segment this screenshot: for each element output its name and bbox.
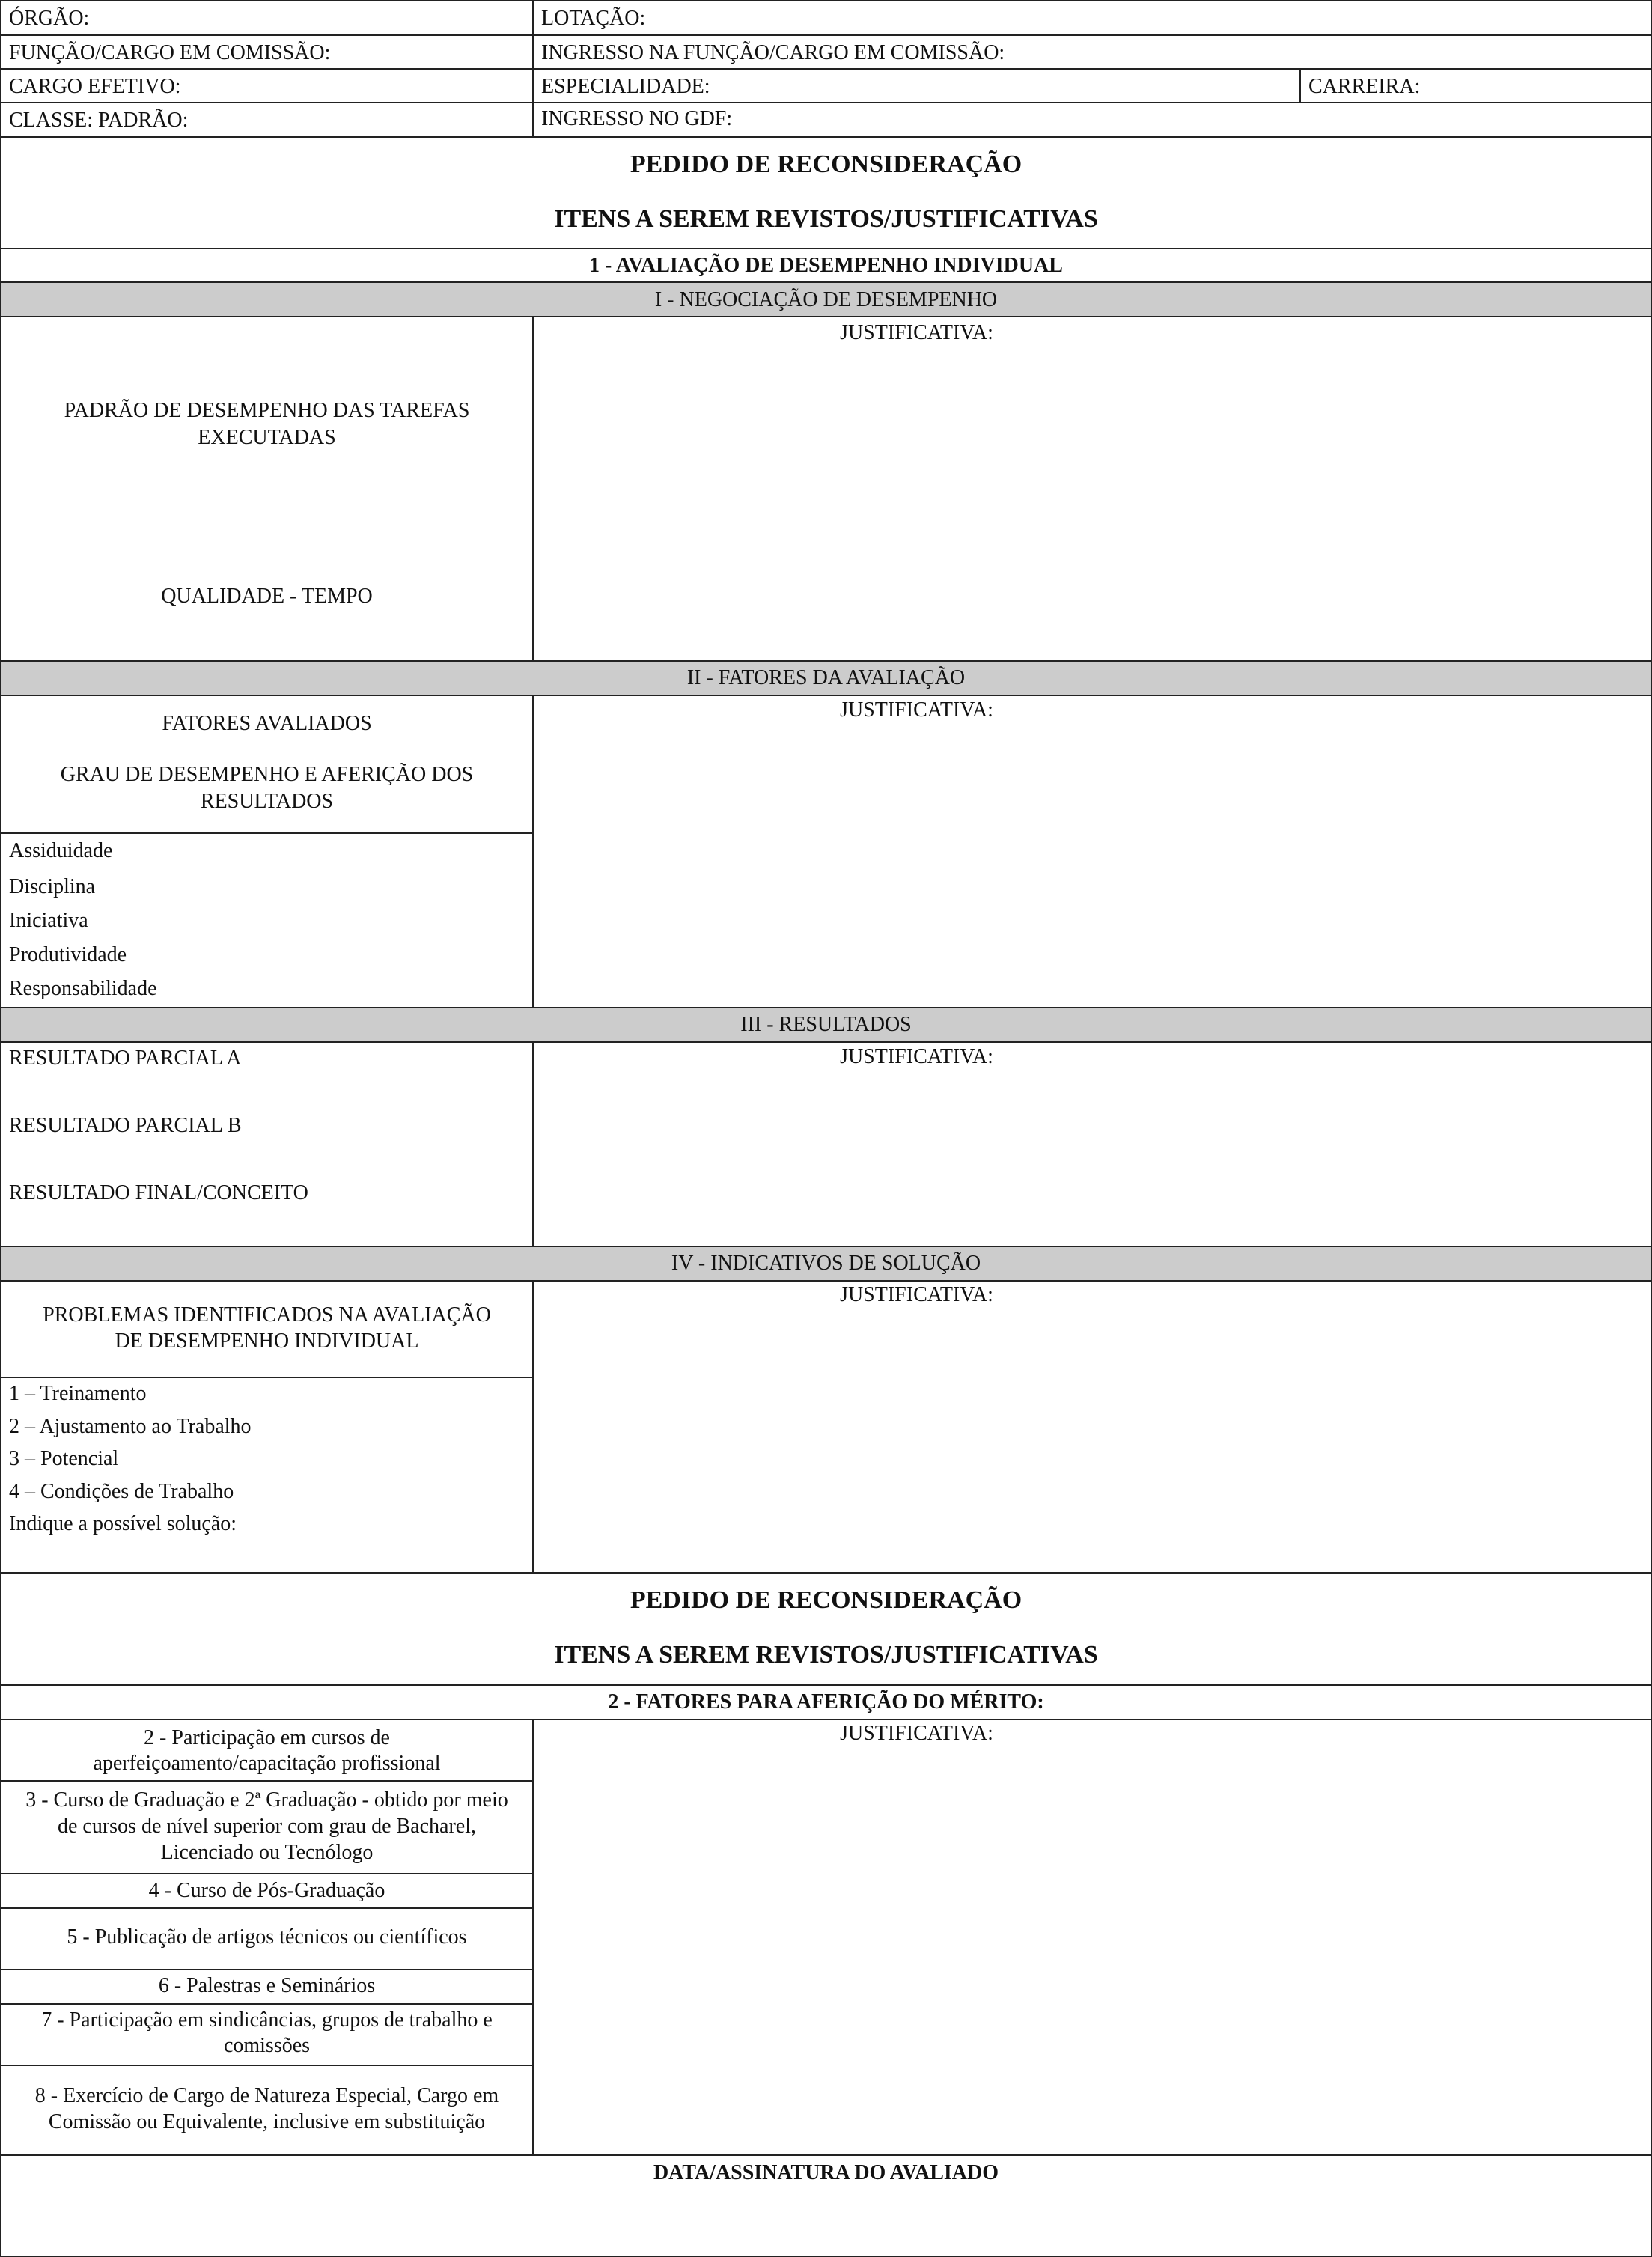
merito-item-4-label: 4 - Curso de Pós-Graduação <box>148 1879 385 1902</box>
padrao-desempenho-label-1: PADRÃO DE DESEMPENHO DAS TAREFAS <box>64 399 470 422</box>
lotacao-label: LOTAÇÃO: <box>541 7 646 30</box>
problemas-label-2: DE DESEMPENHO INDIVIDUAL <box>115 1329 419 1353</box>
title-2: PEDIDO DE RECONSIDERAÇÃO <box>630 1586 1022 1614</box>
fator-item: Produtividade <box>9 943 127 966</box>
merito-item-7-line1: 7 - Participação em sindicâncias, grupos de trabalho e <box>41 2008 493 2032</box>
ingresso-funcao-label: INGRESSO NA FUNÇÃO/CARGO EM COMISSÃO: <box>541 41 1005 64</box>
especialidade-label: ESPECIALIDADE: <box>541 75 710 98</box>
problema-item: 2 – Ajustamento ao Trabalho <box>9 1415 252 1438</box>
fator-item: Responsabilidade <box>9 977 157 1000</box>
merito-item-3-line3: Licenciado ou Tecnólogo <box>160 1841 374 1864</box>
cargo-efetivo-label: CARGO EFETIVO: <box>9 75 181 98</box>
problema-item: 1 – Treinamento <box>9 1382 147 1405</box>
justificativa-label: JUSTIFICATIVA: <box>840 1283 993 1306</box>
problema-item: 3 – Potencial <box>9 1447 119 1470</box>
indicativos-justificativa-field[interactable] <box>532 1280 1652 1574</box>
subtitle-1: ITENS A SEREM REVISTOS/JUSTIFICATIVAS <box>554 205 1098 233</box>
grau-desempenho-label-2: RESULTADOS <box>200 790 334 813</box>
grau-desempenho-label-1: GRAU DE DESEMPENHO E AFERIÇÃO DOS <box>60 763 474 786</box>
problema-item: 4 – Condições de Trabalho <box>9 1480 234 1503</box>
carreira-label: CARREIRA: <box>1308 75 1421 98</box>
resultados-justificativa-field[interactable] <box>532 1041 1652 1247</box>
merito-item-8-line1: 8 - Exercício de Cargo de Natureza Especial, Cargo em <box>34 2084 499 2107</box>
justificativa-label: JUSTIFICATIVA: <box>840 1722 993 1745</box>
justificativa-label: JUSTIFICATIVA: <box>840 321 993 344</box>
merito-item-7-line2: comissões <box>223 2034 311 2057</box>
section-2-title: 2 - FATORES PARA AFERIÇÃO DO MÉRITO: <box>608 1690 1044 1714</box>
merito-justificativa-field[interactable] <box>532 1719 1652 2156</box>
orgao-label: ÓRGÃO: <box>9 7 90 30</box>
ingresso-gdf-label: INGRESSO NO GDF: <box>541 107 733 130</box>
fator-item: Iniciativa <box>9 909 88 932</box>
resultados-left-cell <box>0 1041 534 1247</box>
fatores-avaliados-label: FATORES AVALIADOS <box>162 712 372 735</box>
resultado-item: RESULTADO PARCIAL B <box>9 1114 242 1137</box>
lotacao-cell[interactable] <box>532 0 1652 36</box>
justificativa-label: JUSTIFICATIVA: <box>840 1045 993 1068</box>
merito-item-3-line1: 3 - Curso de Graduação e 2ª Graduação - obtido por meio <box>25 1788 508 1812</box>
negociacao-justificativa-field[interactable] <box>532 316 1652 662</box>
resultado-item: RESULTADO PARCIAL A <box>9 1047 242 1070</box>
merito-item-2-line2: aperfeiçoamento/capacitação profissional <box>93 1752 441 1775</box>
padrao-desempenho-label-2: EXECUTADAS <box>198 426 336 449</box>
funcao-label: FUNÇÃO/CARGO EM COMISSÃO: <box>9 41 331 64</box>
indicativos-title: IV - INDICATIVOS DE SOLUÇÃO <box>671 1252 981 1275</box>
classe-padrao-label: CLASSE: PADRÃO: <box>9 109 189 132</box>
fatores-justificativa-field[interactable] <box>532 695 1652 1008</box>
negociacao-left-cell <box>0 316 534 662</box>
resultado-item: RESULTADO FINAL/CONCEITO <box>9 1181 308 1204</box>
resultados-title: III - RESULTADOS <box>740 1013 912 1036</box>
fator-item: Assiduidade <box>9 839 113 862</box>
fator-item: Disciplina <box>9 875 96 898</box>
section-1-title: 1 - AVALIAÇÃO DE DESEMPENHO INDIVIDUAL <box>589 254 1063 277</box>
merito-item-8-line2: Comissão ou Equivalente, inclusive em substituição <box>48 2110 486 2133</box>
assinatura-label: DATA/ASSINATURA DO AVALIADO <box>653 2161 999 2184</box>
merito-item-3-line2: de cursos de nível superior com grau de Bacharel, <box>57 1815 476 1838</box>
justificativa-label: JUSTIFICATIVA: <box>840 698 993 722</box>
subtitle-2: ITENS A SEREM REVISTOS/JUSTIFICATIVAS <box>554 1641 1098 1669</box>
fatores-title: II - FATORES DA AVALIAÇÃO <box>686 666 966 689</box>
problemas-label-1: PROBLEMAS IDENTIFICADOS NA AVALIAÇÃO <box>43 1303 491 1327</box>
merito-item-2-line1: 2 - Participação em cursos de <box>144 1726 390 1749</box>
negociacao-title: I - NEGOCIAÇÃO DE DESEMPENHO <box>654 288 998 311</box>
merito-item-6-label: 6 - Palestras e Seminários <box>158 1974 376 1997</box>
title-1: PEDIDO DE RECONSIDERAÇÃO <box>630 150 1022 178</box>
possivel-solucao-label: Indique a possível solução: <box>9 1512 237 1535</box>
qualidade-tempo-label: QUALIDADE - TEMPO <box>161 585 373 608</box>
merito-item-5-label: 5 - Publicação de artigos técnicos ou científicos <box>67 1925 467 1949</box>
